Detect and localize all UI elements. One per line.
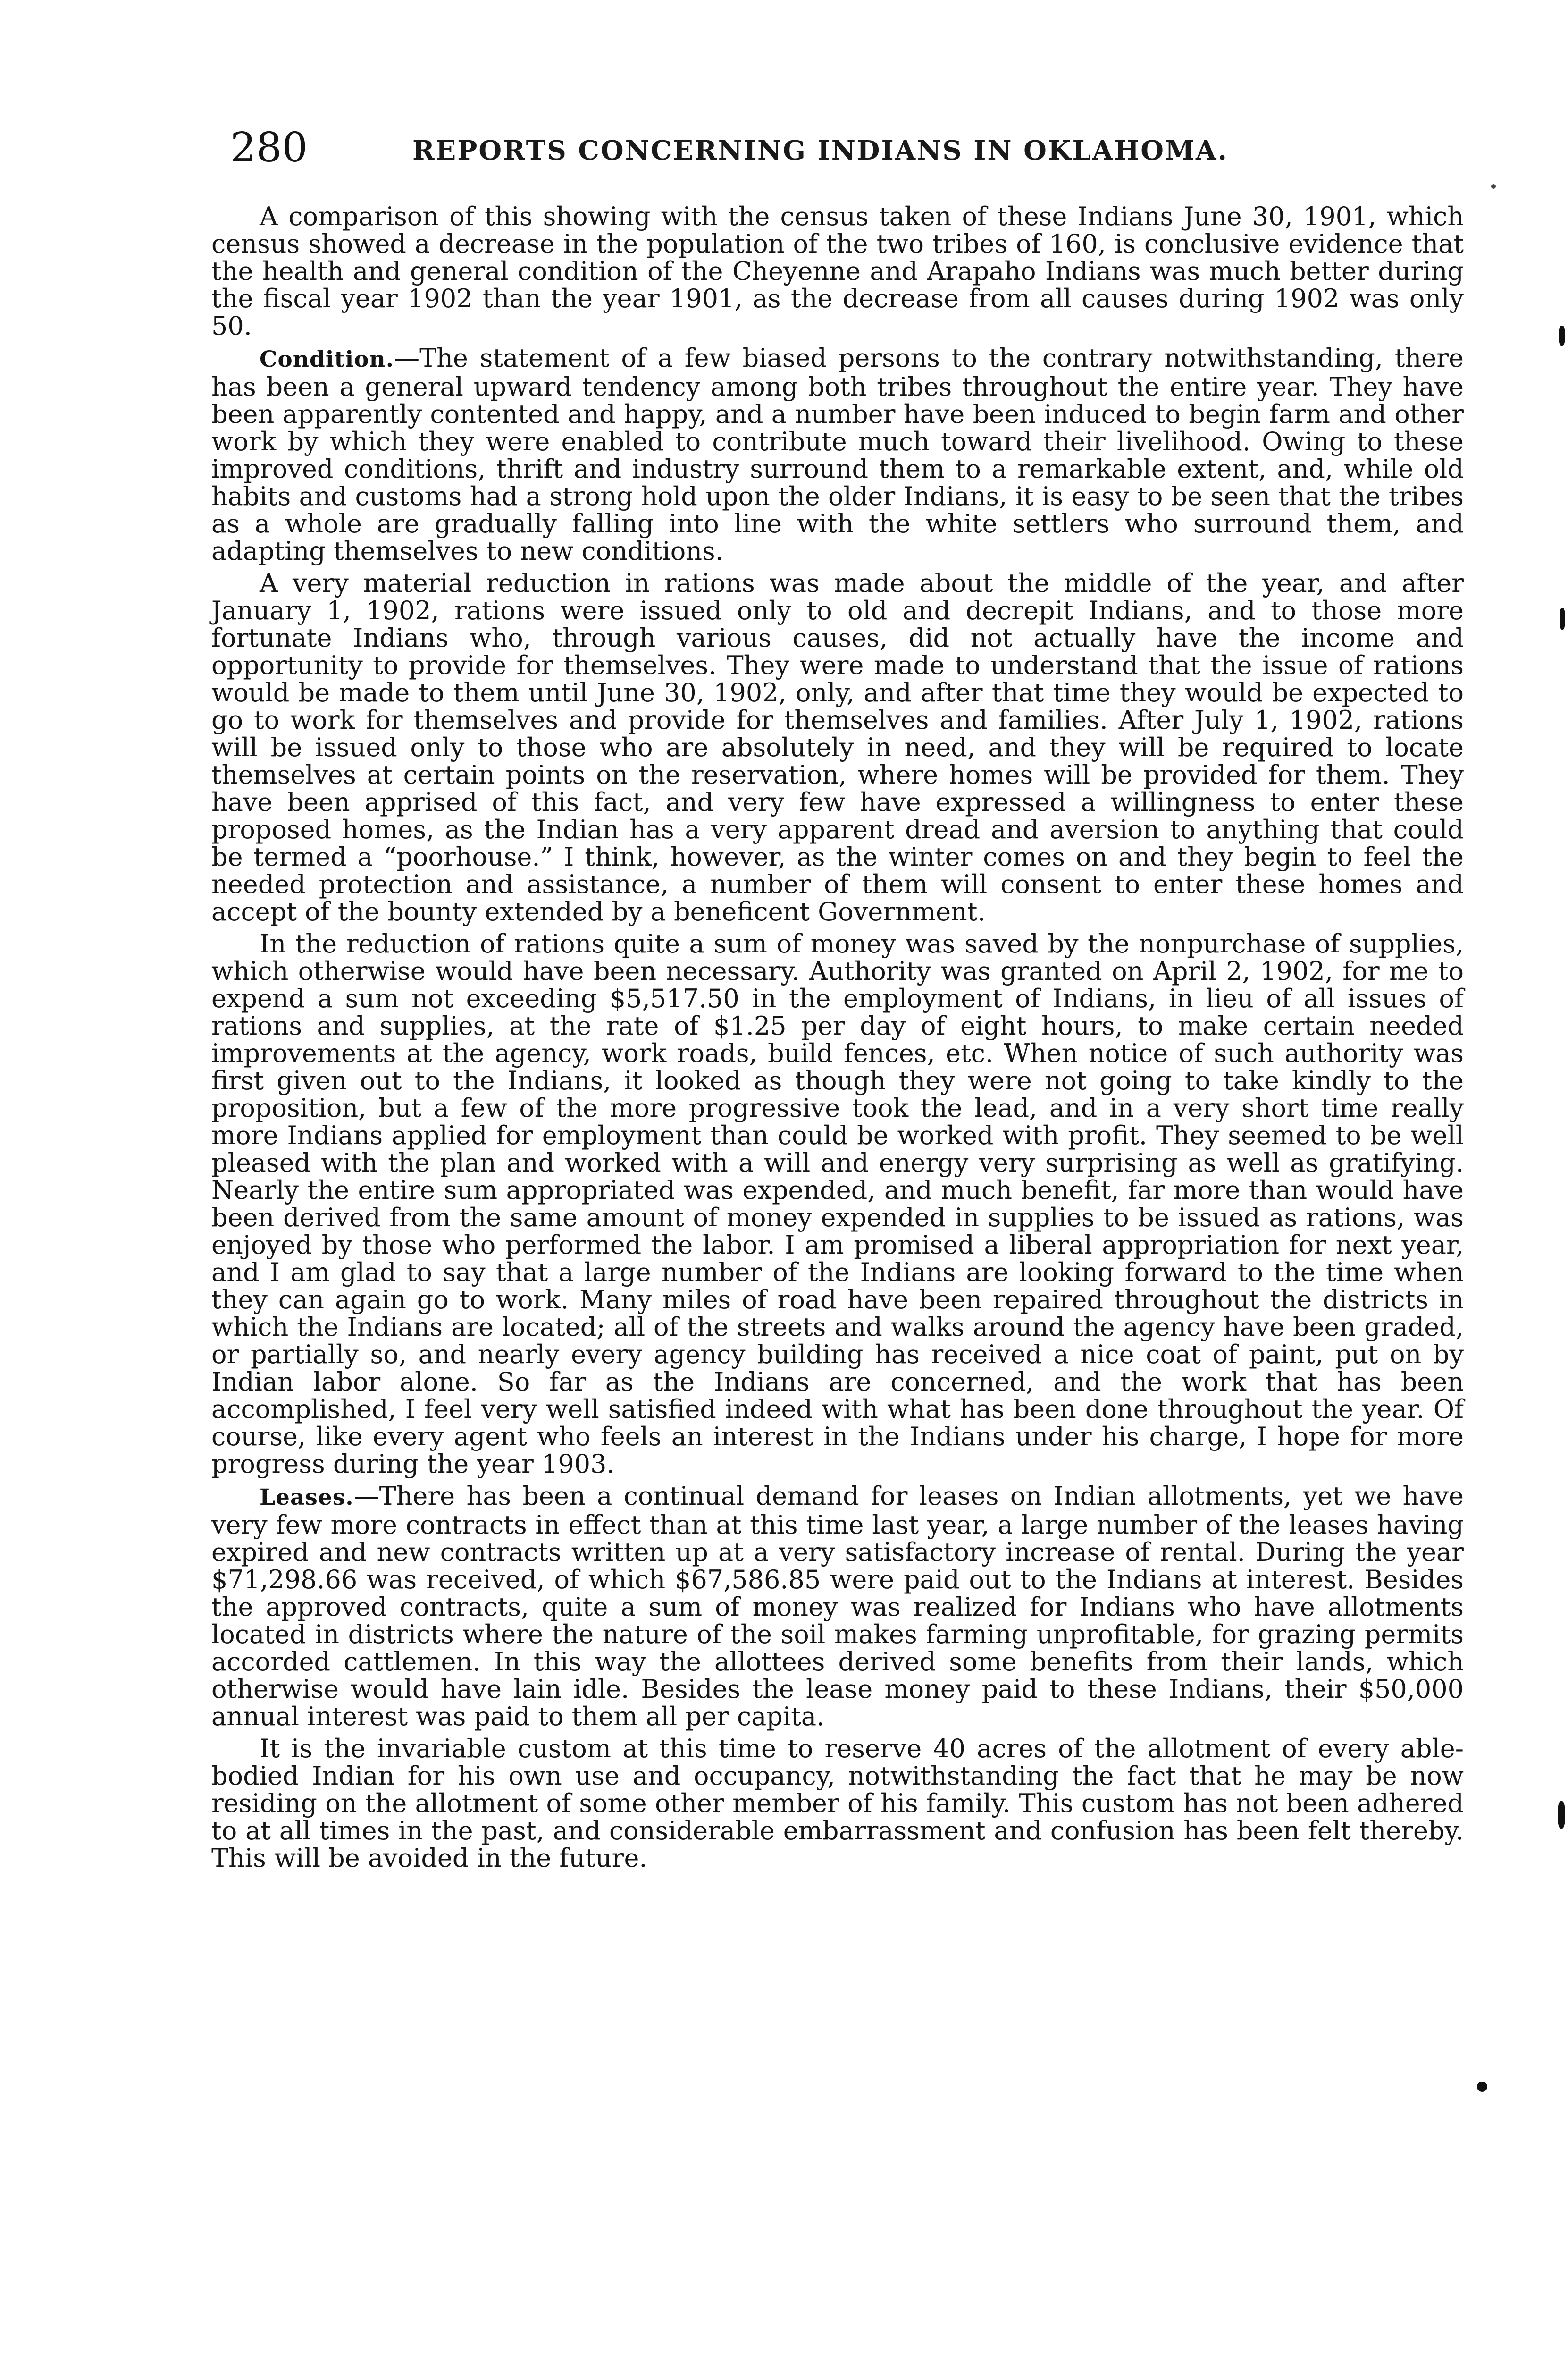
- page-header: [230, 122, 1490, 183]
- paragraph-text: —The statement of a few biased persons to the contrary notwithstanding, there has been a general upward tendency among both tribes throughout the entire year. They have been apparently contented and happy, and a number have been induced to begin farm and other work by which they were enabled to contribute much toward their livelihood. Owing to these improved conditions, thrift and industry surround them to a remarkable extent, and, while old habits and customs had a strong hold upon the older Indians, it is easy to be seen that the tribes as a whole are gradually falling into line with the white settlers who surround them, and adapting themselves to new conditions.: [211, 343, 1464, 566]
- sidehead-condition: Condition.: [260, 346, 394, 372]
- paragraph-allotment-custom: [211, 1735, 1464, 1872]
- paragraph-text: In the reduction of rations quite a sum of money was saved by the nonpurchase of supplies, which otherwise would have been necessary. Authority was granted on April 2, 1902, for me to expend a sum not exceeding $5,517.50 in the employment of Indians, in lieu of all issues of rations and supplies, at the rate of $1.25 per day of eight hours, to make certain needed improvements at the agency, work roads, build fences, etc. When notice of such authority was first given out to the Indians, it looked as though they were not going to take kindly to the proposition, but a few of the more progressive took the lead, and in a very short time really more Indians applied for employment than could be worked with profit. They seemed to be well pleased with the plan and worked with a will and energy very surprising as well as gratifying. Nearly the entire sum appropriated was expended, and much benefit, far more than would have been derived from the same amount of money expended in supplies to be issued as rations, was enjoyed by those who performed the labor. I am promised a liberal appropriation for next year, and I am glad to say that a large number of the Indians are looking forward to the time when they can again go to work. Many miles of road have been repaired throughout the districts in which the Indians are located; all of the streets and walks around the agency have been graded, or partially so, and nearly every agency building has received a nice coat of paint, put on by Indian labor alone. So far as the Indians are concerned, and the work that has been accomplished, I feel very well satisfied indeed with what has been done throughout the year. Of course, like every agent who feels an interest in the Indians under his charge, I hope for more progress during the year 1903.: [211, 929, 1464, 1479]
- body-text: [211, 203, 1464, 1872]
- margin-ink-mark: [1560, 608, 1565, 630]
- paragraph-text: —There has been a continual demand for leases on Indian allotments, yet we have very few more contracts in effect than at this time last year, a large number of the leases having expired and new contracts written up at a very satisfactory increase of rental. During the year $71,298.66 was received, of which $67,586.85 were paid out to the Indians at interest. Besides the approved contracts, quite a sum of money was realized for Indians who have allotments located in districts where the nature of the soil makes farming unprofitable, for grazing permits accorded cattlemen. In this way the allottees derived some benefits from their lands, which otherwise would have lain idle. Besides the lease money paid to these Indians, their $50,000 annual interest was paid to them all per capita.: [211, 1481, 1464, 1731]
- paragraph-text: A comparison of this showing with the census taken of these Indians June 30, 1901, which census showed a decrease in the population of the two tribes of 160, is conclusive evidence that the health and general condition of the Cheyenne and Arapaho Indians was much better during the fiscal year 1902 than the year 1901, as the decrease from all causes during 1902 was only 50.: [211, 202, 1464, 341]
- paragraph-condition: [211, 345, 1464, 565]
- paragraph-census-comparison: [211, 203, 1464, 340]
- running-head: REPORTS CONCERNING INDIANS IN OKLAHOMA.: [412, 135, 1228, 166]
- paragraph-rations-reduction: [211, 570, 1464, 926]
- margin-ink-dot: [1477, 2082, 1487, 2092]
- ink-speck: [1491, 184, 1496, 189]
- margin-ink-mark: [1558, 1801, 1565, 1829]
- margin-ink-mark: [1559, 326, 1565, 346]
- paragraph-text: It is the invariable custom at this time to reserve 40 acres of the allotment of every able-bodied Indian for his own use and occupancy, notwithstanding the fact that he may be now residing on the allotment of some other member of his family. This custom has not been adhered to at all times in the past, and considerable embarrassment and confusion has been felt thereby. This will be avoided in the future.: [211, 1734, 1464, 1873]
- paragraph-text: A very material reduction in rations was made about the middle of the year, and after January 1, 1902, rations were issued only to old and decrepit Indians, and to those more fortunate Indians who, through various causes, did not actually have the income and opportunity to provide for themselves. They were made to understand that the issue of rations would be made to them until June 30, 1902, only, and after that time they would be expected to go to work for themselves and provide for themselves and families. After July 1, 1902, rations will be issued only to those who are absolutely in need, and they will be required to locate themselves at certain points on the reservation, where homes will be provided for them. They have been apprised of this fact, and very few have expressed a willingness to enter these proposed homes, as the Indian has a very apparent dread and aversion to anything that could be termed a “poorhouse.” I think, however, as the winter comes on and they begin to feel the needed protection and assistance, a number of them will consent to enter these homes and accept of the bounty extended by a beneficent Government.: [211, 568, 1464, 927]
- paragraph-labor-employment: [211, 930, 1464, 1478]
- sidehead-leases: Leases.: [260, 1484, 354, 1510]
- page-number: 280: [230, 124, 308, 171]
- paragraph-leases: [211, 1483, 1464, 1730]
